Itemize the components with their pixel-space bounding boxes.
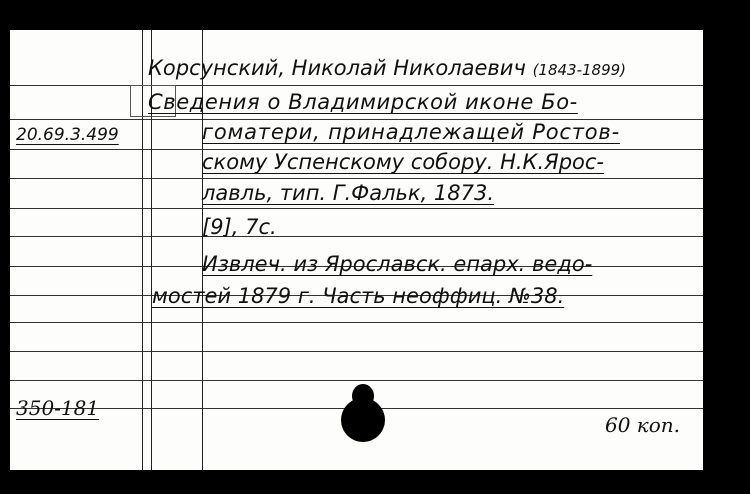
inventory-number: 350-181 [16,396,100,420]
author-name: Корсунский, Николай Николаевич [148,56,526,80]
punch-hole-icon [341,398,385,442]
author-dates: (1843-1899) [532,61,627,79]
ruled-line [10,85,703,86]
title-line-4: лавль, тип. Г.Фальк, 1873. [202,181,495,205]
ruled-line [10,236,703,237]
title-line-2: гоматери, принадлежащей Ростов- [202,120,620,144]
catalog-card [10,30,703,470]
title-line-3: скому Успенскому собору. Н.К.Ярос- [202,150,605,174]
ruled-line [10,178,703,179]
ruled-line [10,208,703,209]
ruled-line [10,351,703,352]
ruled-line [10,322,703,323]
shelfmark: 20.69.3.499 [16,125,119,145]
pagination: [9], 7с. [202,215,277,239]
source-line-1: Извлеч. из Ярославск. епарх. ведо- [202,252,593,276]
source-line-2: мостей 1879 г. Часть неоффиц. №38. [152,284,565,308]
ruled-line [10,380,703,381]
title-line-1: Сведения о Владимирской иконе Бо- [148,90,578,114]
price-note: 60 коп. [605,413,681,437]
author-heading [148,58,626,79]
